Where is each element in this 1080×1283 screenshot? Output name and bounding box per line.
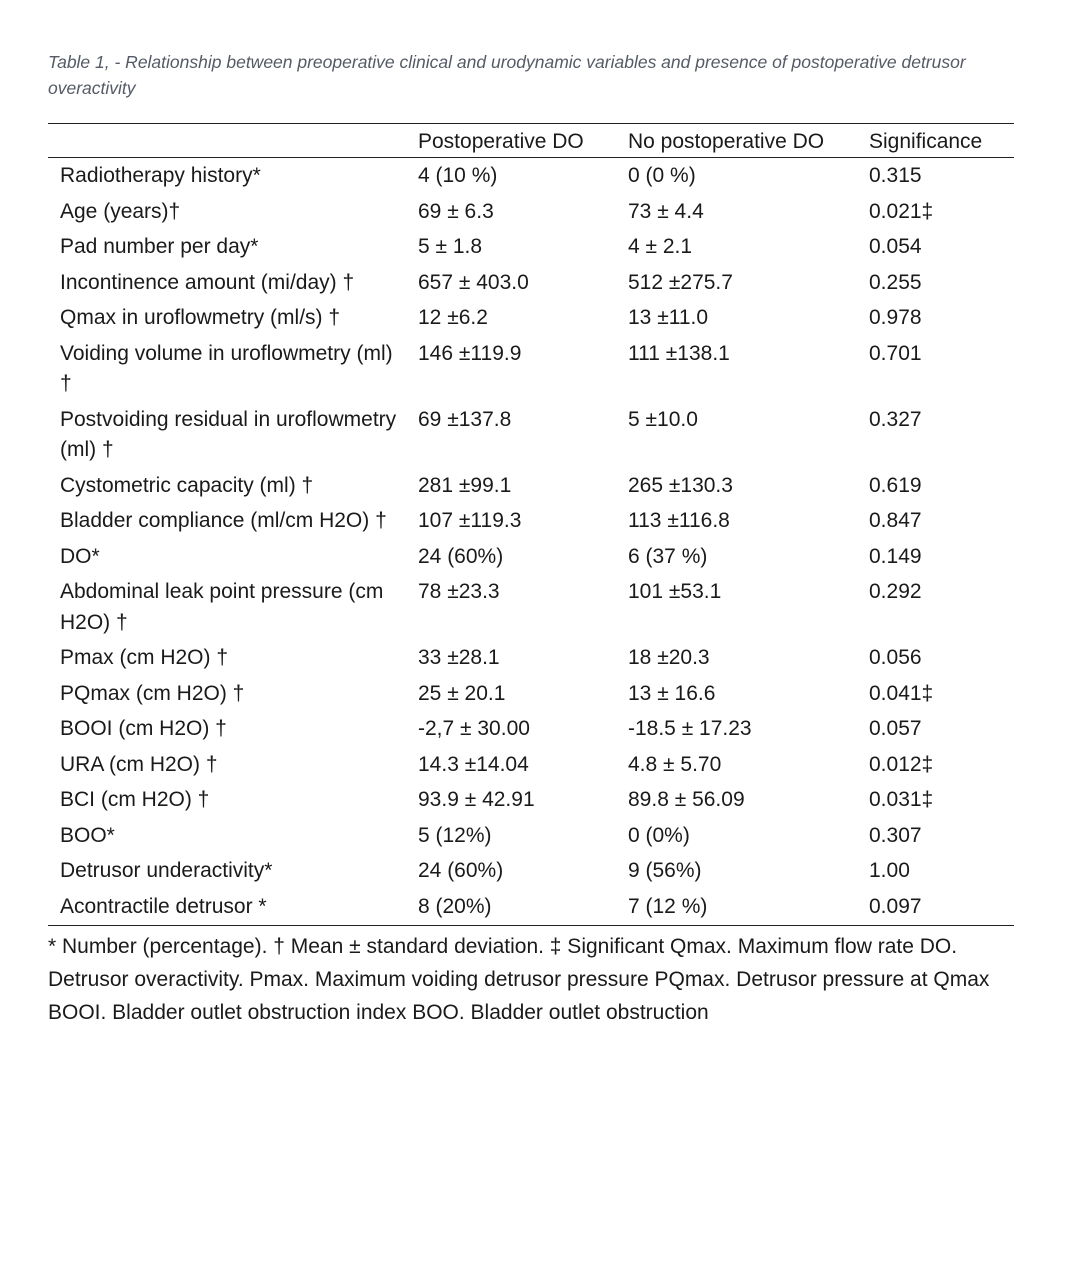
cell-significance: 0.255 <box>869 270 922 294</box>
cell-significance: 0.021‡ <box>869 199 934 223</box>
cell-no-postoperative-do: 6 (37 %) <box>628 544 708 568</box>
cell-no-postoperative-do: -18.5 ± 17.23 <box>628 717 752 740</box>
header-no-postoperative-do: No postoperative DO <box>628 129 825 153</box>
cell-postoperative-do: 24 (60%) <box>418 544 504 568</box>
table-row <box>48 266 1014 302</box>
cell-no-postoperative-do: 5 ±10.0 <box>628 407 698 431</box>
cell-postoperative-do: -2,7 ± 30.00 <box>418 717 530 740</box>
header-postoperative-do: Postoperative DO <box>418 129 584 153</box>
cell-significance: 0.056 <box>869 646 922 669</box>
results-table <box>48 123 1014 926</box>
row-label: Detrusor underactivity* <box>60 859 273 882</box>
table-row <box>48 748 1014 784</box>
cell-postoperative-do: 5 ± 1.8 <box>418 235 483 258</box>
row-label: DO* <box>60 544 100 568</box>
cell-postoperative-do: 33 ±28.1 <box>418 646 500 669</box>
table-row <box>48 819 1014 855</box>
row-label: Abdominal leak point pressure (cm H2O) † <box>60 580 384 634</box>
cell-no-postoperative-do: 18 ±20.3 <box>628 646 710 669</box>
table-row <box>48 677 1014 713</box>
table-row <box>48 403 1014 469</box>
cell-significance: 0.701 <box>869 341 922 365</box>
cell-significance: 0.315 <box>869 164 922 187</box>
cell-significance: 0.327 <box>869 407 922 431</box>
row-label: Incontinence amount (mi/day) † <box>60 270 355 294</box>
table-row <box>48 575 1014 641</box>
cell-no-postoperative-do: 265 ±130.3 <box>628 473 733 497</box>
cell-no-postoperative-do: 9 (56%) <box>628 859 702 882</box>
cell-postoperative-do: 69 ± 6.3 <box>418 199 494 223</box>
cell-significance: 0.041‡ <box>869 681 934 705</box>
cell-postoperative-do: 24 (60%) <box>418 859 504 882</box>
table-caption: Table 1, - Relationship between preoperative clinical and urodynamic variables and presence of postoperative detrusor overactivity <box>48 52 966 98</box>
row-label: PQmax (cm H2O) † <box>60 681 245 705</box>
cell-significance: 1.00 <box>869 859 910 882</box>
cell-significance: 0.097 <box>869 894 922 918</box>
cell-significance: 0.847 <box>869 509 922 532</box>
cell-postoperative-do: 25 ± 20.1 <box>418 681 506 705</box>
cell-no-postoperative-do: 4 ± 2.1 <box>628 235 693 258</box>
row-label: Acontractile detrusor * <box>60 894 267 918</box>
cell-no-postoperative-do: 0 (0%) <box>628 823 690 847</box>
cell-no-postoperative-do: 13 ±11.0 <box>628 306 709 329</box>
table-row <box>48 854 1014 890</box>
row-label: Qmax in uroflowmetry (ml/s) † <box>60 306 341 329</box>
row-label: BOOI (cm H2O) † <box>60 717 227 740</box>
cell-postoperative-do: 281 ±99.1 <box>418 473 512 497</box>
table-row <box>48 890 1014 926</box>
cell-no-postoperative-do: 111 ±138.1 <box>628 341 730 365</box>
cell-postoperative-do: 93.9 ± 42.91 <box>418 788 535 811</box>
cell-significance: 0.149 <box>869 544 922 568</box>
cell-postoperative-do: 69 ±137.8 <box>418 407 512 431</box>
row-label: BCI (cm H2O) † <box>60 788 210 811</box>
header-significance: Significance <box>869 129 983 153</box>
cell-postoperative-do: 5 (12%) <box>418 823 492 847</box>
cell-postoperative-do: 8 (20%) <box>418 894 492 918</box>
row-label: Age (years)† <box>60 199 181 223</box>
document-page <box>48 0 1014 1029</box>
cell-significance: 0.057 <box>869 717 922 740</box>
cell-significance: 0.978 <box>869 306 922 329</box>
table-row <box>48 504 1014 540</box>
row-label: Bladder compliance (ml/cm H2O) † <box>60 509 387 532</box>
table-row <box>48 641 1014 677</box>
cell-no-postoperative-do: 512 ±275.7 <box>628 270 733 294</box>
cell-no-postoperative-do: 4.8 ± 5.70 <box>628 752 722 776</box>
table-row <box>48 783 1014 819</box>
row-label: Pad number per day* <box>60 235 259 258</box>
cell-postoperative-do: 107 ±119.3 <box>418 509 522 532</box>
cell-postoperative-do: 4 (10 %) <box>418 164 498 187</box>
cell-no-postoperative-do: 73 ± 4.4 <box>628 199 704 223</box>
cell-no-postoperative-do: 7 (12 %) <box>628 894 708 918</box>
row-label: Voiding volume in uroflowmetry (ml) † <box>60 341 393 395</box>
cell-significance: 0.307 <box>869 823 922 847</box>
table-row <box>48 230 1014 266</box>
cell-postoperative-do: 146 ±119.9 <box>418 341 522 365</box>
cell-significance: 0.012‡ <box>869 752 934 776</box>
table-footnote: * Number (percentage). † Mean ± standard deviation. ‡ Significant Qmax. Maximum flow rate DO. Detrusor overactivity. Pmax. Maximum voiding detrusor pressure PQmax. Detrusor pressure at Qmax BOOI. Bladder outlet obstruction index BOO. Bladder outlet obstruction <box>48 935 990 1024</box>
cell-postoperative-do: 12 ±6.2 <box>418 306 488 329</box>
cell-no-postoperative-do: 113 ±116.8 <box>628 509 730 532</box>
table-row <box>48 540 1014 576</box>
table-row <box>48 158 1014 195</box>
table-header-row <box>48 124 1014 158</box>
table-body <box>48 158 1014 926</box>
cell-postoperative-do: 657 ± 403.0 <box>418 270 529 294</box>
row-label: Pmax (cm H2O) † <box>60 646 229 669</box>
row-label: Postvoiding residual in uroflowmetry (ml) † <box>60 407 397 461</box>
row-label: BOO* <box>60 823 115 847</box>
row-label: URA (cm H2O) † <box>60 752 218 776</box>
cell-postoperative-do: 14.3 ±14.04 <box>418 752 529 776</box>
cell-significance: 0.619 <box>869 473 922 497</box>
table-row <box>48 301 1014 337</box>
row-label: Radiotherapy history* <box>60 164 261 187</box>
cell-significance: 0.054 <box>869 235 922 258</box>
cell-significance: 0.031‡ <box>869 788 934 811</box>
cell-no-postoperative-do: 101 ±53.1 <box>628 580 722 603</box>
table-row <box>48 337 1014 403</box>
cell-no-postoperative-do: 0 (0 %) <box>628 164 696 187</box>
header-variable <box>48 124 418 158</box>
cell-postoperative-do: 78 ±23.3 <box>418 580 500 603</box>
table-row <box>48 712 1014 748</box>
cell-no-postoperative-do: 89.8 ± 56.09 <box>628 788 745 811</box>
row-label: Cystometric capacity (ml) † <box>60 473 314 497</box>
cell-no-postoperative-do: 13 ± 16.6 <box>628 681 716 705</box>
table-row <box>48 469 1014 505</box>
table-row <box>48 195 1014 231</box>
cell-significance: 0.292 <box>869 580 922 603</box>
